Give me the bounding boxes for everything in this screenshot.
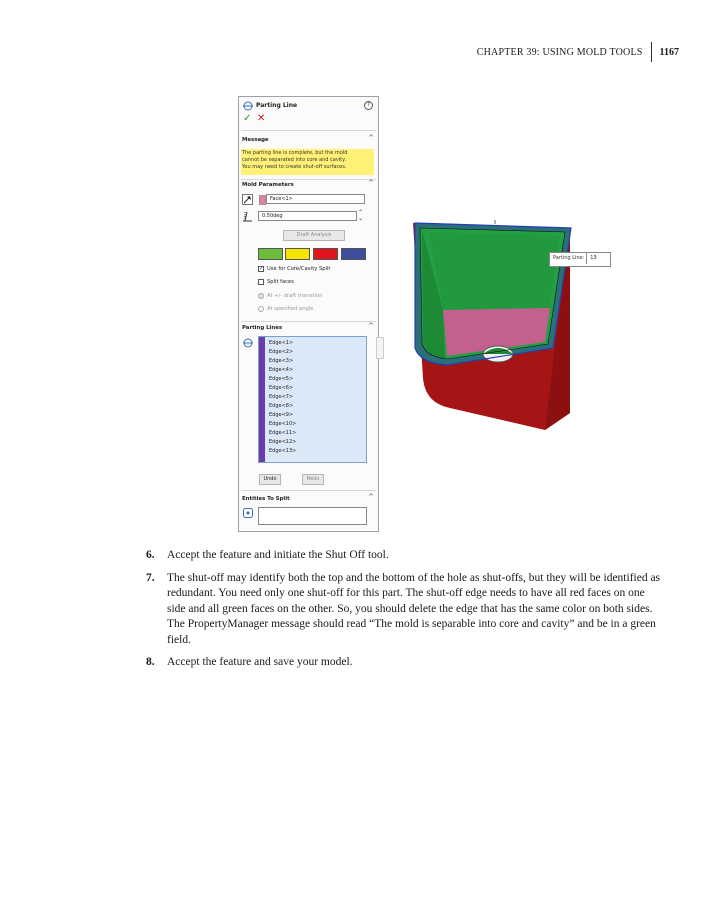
- parting-line-property-manager: [238, 96, 379, 532]
- divider: [241, 130, 376, 131]
- divider: [241, 321, 376, 322]
- panel-flyout-handle[interactable]: [376, 337, 384, 359]
- selection-color-swatch: [259, 195, 266, 205]
- step-text: The shut-off may identify both the top and the bottom of the hole as shut-offs, but they will be identified as redundant. You need only one shut-off for this part. The shut-off edge needs to have all red faces on one side and all green faces on the other. So, you should delete the edge that has the same color on both sides. The PropertyManager message should read “The mold is separable into core and cavity” and be in a green field.: [167, 571, 661, 646]
- radio-specified-angle[interactable]: [258, 306, 264, 312]
- instruction-steps: [146, 548, 666, 678]
- mold-parameters-header[interactable]: Mold Parameters: [242, 182, 294, 188]
- message-box: [241, 149, 374, 175]
- list-item[interactable]: Edge<10>: [269, 421, 297, 427]
- radio-draft-transition[interactable]: [258, 293, 264, 299]
- use-core-cavity-checkbox[interactable]: ✓: [259, 266, 264, 272]
- list-item[interactable]: Edge<5>: [269, 376, 294, 382]
- color-swatch-green: [258, 248, 283, 260]
- cavity-back-wall: [429, 232, 560, 310]
- radio-specified-angle-label: At specified angle: [267, 306, 314, 312]
- list-item[interactable]: Edge<3>: [269, 358, 294, 364]
- entities-to-split-header[interactable]: Entities To Split: [242, 496, 290, 502]
- collapse-caret-icon[interactable]: ^: [368, 493, 374, 501]
- edge-list[interactable]: [258, 336, 367, 463]
- use-core-cavity-label: Use for Core/Cavity Split: [267, 266, 331, 272]
- parting-lines-header[interactable]: Parting Lines: [242, 325, 283, 331]
- list-item[interactable]: Edge<13>: [269, 448, 297, 454]
- step-number: 7.: [146, 571, 155, 584]
- step-item: [146, 548, 666, 564]
- cancel-x-icon[interactable]: ✕: [257, 113, 266, 124]
- parting-lines-icon: [243, 338, 253, 348]
- collapse-caret-icon[interactable]: ^: [368, 134, 374, 142]
- collapse-caret-icon[interactable]: ^: [368, 179, 374, 187]
- color-swatch-red: [313, 248, 338, 260]
- split-faces-label: Split faces: [267, 279, 294, 285]
- panel-title: Parting Line: [256, 102, 298, 109]
- list-item[interactable]: Edge<1>: [269, 340, 294, 346]
- parting-line-icon: [243, 101, 253, 111]
- list-item[interactable]: Edge<9>: [269, 412, 294, 418]
- split-faces-checkbox[interactable]: [258, 279, 264, 285]
- parting-line-callout: [549, 252, 611, 267]
- direction-field[interactable]: Face<1>: [266, 194, 365, 204]
- step-number: 6.: [146, 549, 155, 561]
- redo-button[interactable]: Redo: [302, 474, 324, 485]
- callout-label: Parting Line:: [553, 255, 585, 261]
- list-item[interactable]: Edge<11>: [269, 430, 297, 436]
- list-item[interactable]: Edge<8>: [269, 403, 294, 409]
- divider: [241, 179, 376, 180]
- step-number: 8.: [146, 656, 155, 668]
- mold-part-3d-view: [395, 218, 585, 433]
- message-line-1: The parting line is complete, but the mold: [242, 150, 348, 156]
- collapse-caret-icon[interactable]: ^: [368, 322, 374, 330]
- entities-selection-box[interactable]: [258, 507, 367, 525]
- spin-arrows-icon[interactable]: ⌃ ⌄: [358, 209, 364, 222]
- chapter-title: CHAPTER 39: USING MOLD TOOLS: [476, 46, 643, 58]
- running-header: [477, 42, 679, 62]
- message-line-2: cannot be separated into core and cavity.: [242, 157, 346, 163]
- direction-arrow-icon[interactable]: [242, 194, 253, 205]
- list-item[interactable]: Edge<2>: [269, 349, 294, 355]
- draft-analysis-button[interactable]: Draft Analysis: [283, 230, 345, 241]
- message-section-header[interactable]: Message: [242, 137, 269, 143]
- list-item[interactable]: Edge<7>: [269, 394, 294, 400]
- radio-draft-transition-label: At +/- draft transition: [267, 293, 323, 299]
- step-item: [146, 571, 666, 649]
- list-item[interactable]: Edge<4>: [269, 367, 294, 373]
- step-text: Accept the feature and save your model.: [167, 656, 353, 668]
- selection-color-bar: [259, 337, 265, 462]
- entities-icon: [243, 508, 253, 518]
- draft-angle-input[interactable]: 0.50deg: [258, 211, 357, 221]
- undo-button[interactable]: Undo: [259, 474, 281, 485]
- list-item[interactable]: Edge<12>: [269, 439, 297, 445]
- list-item[interactable]: Edge<6>: [269, 385, 294, 391]
- callout-value: 13: [586, 253, 599, 264]
- color-swatch-yellow: [285, 248, 310, 260]
- page-number: 1167: [659, 46, 679, 58]
- ok-check-icon[interactable]: ✓: [243, 113, 252, 124]
- step-item: [146, 655, 666, 671]
- step-text: Accept the feature and initiate the Shut Off tool.: [167, 549, 389, 561]
- color-swatch-blue: [341, 248, 366, 260]
- help-icon[interactable]: ?: [364, 101, 373, 110]
- message-line-3: You may need to create shut-off surfaces.: [242, 164, 347, 170]
- divider: [241, 490, 376, 491]
- draft-angle-icon: [242, 211, 253, 222]
